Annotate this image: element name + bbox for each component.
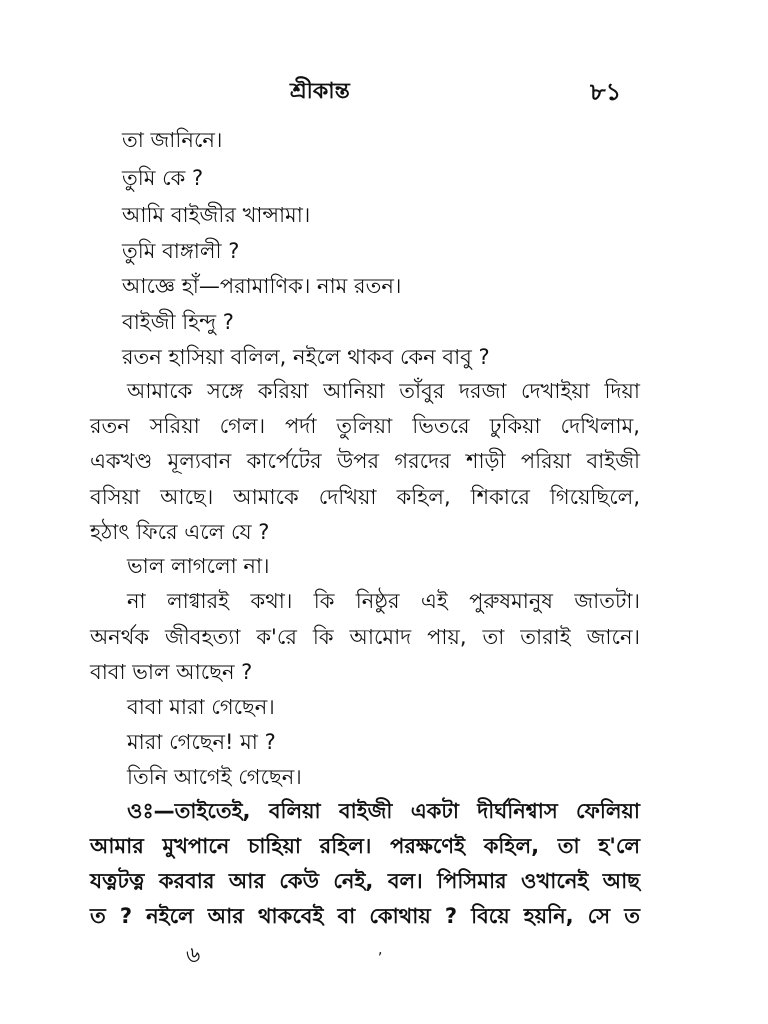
text-line: বাইজী হিন্দু ? <box>122 310 234 334</box>
text-line: ভাল লাগলো না। <box>127 554 270 578</box>
text-line: আমি বাইজীর খান্সামা। <box>122 203 311 227</box>
text-line: বসিয়া আছে। আমাকে দেখিয়া কহিল, শিকারে গিয়েছিলে, <box>90 485 640 509</box>
text-line: বাবা মারা গেছেন। <box>127 695 275 719</box>
text-line: ত ? নইলে আর থাকবেই বা কোথায় ? বিয়ে হয়নি, সে ত <box>90 904 640 928</box>
text-line: বাবা ভাল আছেন ? <box>90 660 253 684</box>
text-line: তিনি আগেই গেছেন। <box>127 765 302 789</box>
text-line: একখণ্ড মূল্যবান কার্পেটের উপর গরদের শাড়ী পরিয়া বাইজী <box>90 449 640 473</box>
text-line: যত্নটত্ন করবার আর কেউ নেই, বল। পিসিমার ওখানেই আছ <box>90 869 640 893</box>
text-line: হঠাৎ ফিরে এলে যে ? <box>90 520 270 544</box>
running-header <box>0 74 768 114</box>
text-line: আজ্ঞে হাঁ—পরামাণিক। নাম রতন। <box>122 274 402 298</box>
text-line: রতন হাসিয়া বলিল, নইলে থাকব কেন বাবু ? <box>122 345 490 369</box>
text-line: না লাগ্বারই কথা। কি নিষ্ঠুর এই পুরুষমানুষ জাতটা। <box>127 589 640 613</box>
page-number: ৮১ <box>590 78 622 106</box>
text-line: তা জানিনে। <box>122 128 223 152</box>
text-line: আমাকে সঙ্গে করিয়া আনিয়া তাঁবুর দরজা দেখাইয়া দিয়া <box>127 379 640 403</box>
text-line: রতন সরিয়া গেল। পর্দা তুলিয়া ভিতরে ঢুকিয়া দেখিলাম, <box>90 414 640 438</box>
text-line: মারা গেছেন! মা ? <box>127 730 276 754</box>
text-line: তুমি কে ? <box>122 166 204 190</box>
signature-mark: ৬ <box>186 943 201 968</box>
stray-mark: , <box>378 942 383 958</box>
text-line: ওঃ—তাইতেই, বলিয়া বাইজী একটা দীর্ঘনিশ্বাস ফেলিয়া <box>127 799 640 823</box>
text-line: অনর্থক জীবহত্যা ক'রে কি আমোদ পায়, তা তারাই জানে। <box>90 625 640 649</box>
text-line: আমার মুখপানে চাহিয়া রহিল। পরক্ষণেই কহিল, তা হ'লে <box>90 834 640 858</box>
book-title: শ্রীকান্ত <box>290 79 350 104</box>
text-line: তুমি বাঙ্গালী ? <box>122 239 240 263</box>
